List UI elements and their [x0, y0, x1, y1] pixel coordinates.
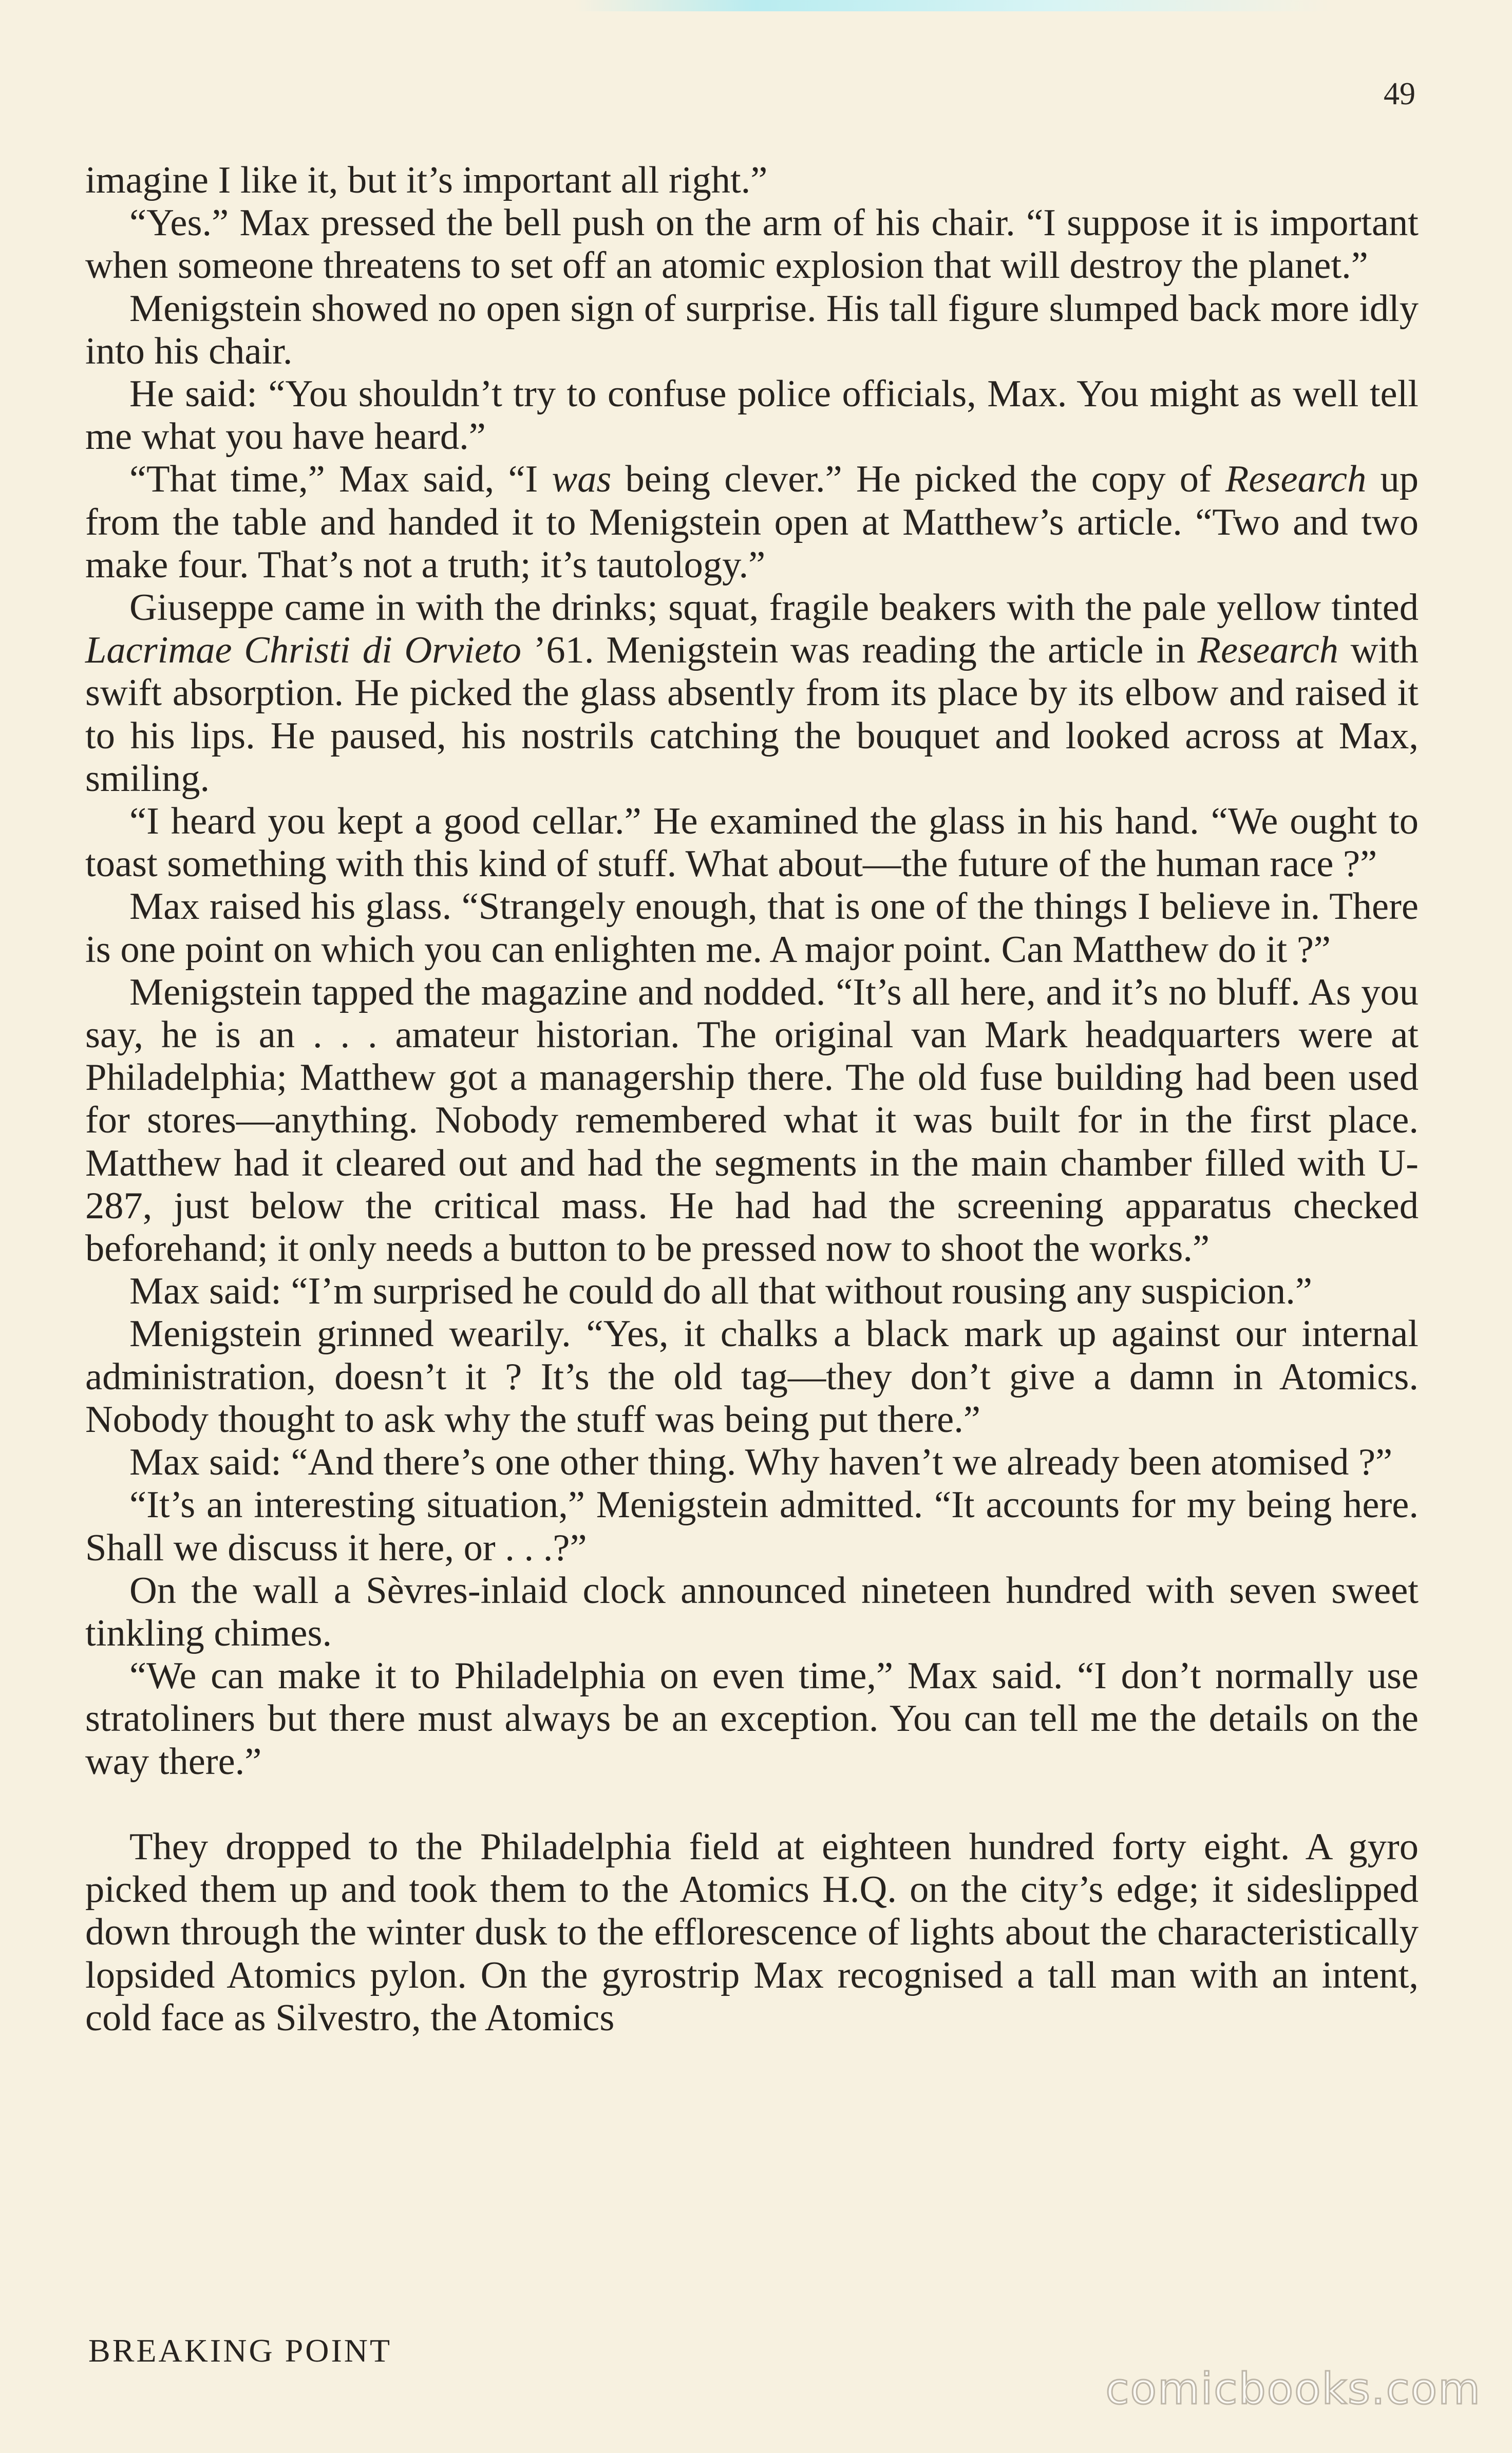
paragraph: Menigstein tapped the magazine and nodded. “It’s all here, and it’s no bluff. As you say, he is an . . . amateur historian. The original van Mark headquarters were at Philadelphia; Matthew got a managership there. The old fuse building had been used for stores—anything. Nobody remembered what it was built for in the first place. Matthew had it cleared out and had the segments in the main chamber filled with U-287, just below the critical mass. He had had the screening apparatus checked beforehand; it only needs a button to be pressed now to shoot the works.”: [85, 971, 1419, 1270]
body-text: [85, 159, 1419, 2040]
scan-edge-stripe: [0, 0, 1512, 11]
paragraph-text: “That time,” Max said, “I: [129, 458, 552, 501]
paragraph: Max raised his glass. “Strangely enough, that is one of the things I believe in. There is one point on which you can enlighten me. A major point. Can Matthew do it ?”: [85, 885, 1419, 971]
running-title: BREAKING POINT: [88, 2332, 392, 2369]
paragraph: Menigstein showed no open sign of surprise. His tall figure slumped back more idly into his chair.: [85, 287, 1419, 372]
emphasis-text: was: [552, 458, 612, 501]
paragraph: Max said: “And there’s one other thing. Why haven’t we already been atomised ?”: [129, 1441, 1393, 1484]
paragraph: “Yes.” Max pressed the bell push on the arm of his chair. “I suppose it is important when someone threatens to set off an atomic explosion that will destroy the planet.”: [85, 202, 1419, 287]
magazine-title: Research: [1225, 458, 1367, 501]
paragraph-text: Giuseppe came in with the drinks; squat, fragile beakers with the pale yellow tinted: [129, 587, 1419, 629]
paragraph: “I heard you kept a good cellar.” He examined the glass in his hand. “We ought to toast something with this kind of stuff. What about—the future of the human race ?”: [85, 800, 1419, 885]
paragraph: Menigstein grinned wearily. “Yes, it chalks a black mark up against our internal administration, doesn’t it ? It’s the old tag—they don’t give a damn in Atomics. Nobody thought to ask why the stuff was being put there.”: [85, 1313, 1419, 1441]
paragraph: Max said: “I’m surprised he could do all that without rousing any suspicion.”: [129, 1270, 1312, 1313]
paragraph: imagine I like it, but it’s important all right.”: [85, 159, 768, 201]
paragraph: They dropped to the Philadelphia field at eighteen hundred forty eight. A gyro picked them up and took them to the Atomics H.Q. on the city’s edge; it sideslipped down through the winter dusk to the efflorescence of lights about the characteristically lopsided Atomics pylon. On the gyrostrip Max recognised a tall man with an intent, cold face as Silvestro, the Atomics: [85, 1825, 1419, 2039]
paragraph: He said: “You shouldn’t try to confuse police officials, Max. You might as well tell me what you have heard.”: [85, 373, 1419, 458]
paragraph-text: with swift absorption. He picked the glass absently from its place by its elbow and raised it to his lips. He paused, his nostrils catching the bouquet and looked across at Max, smiling.: [85, 629, 1419, 800]
paragraph: [85, 587, 1419, 800]
watermark: comicbooks.com: [1105, 2364, 1481, 2414]
paragraph-text: up from the table and handed it to Menigstein open at Matthew’s article. “Two and two make four. That’s not a truth; it’s tautology.”: [85, 458, 1419, 586]
paragraph-text: ’61. Menigstein was reading the article in: [521, 629, 1198, 672]
paragraph: “It’s an interesting situation,” Menigstein admitted. “It accounts for my being here. Shall we discuss it here, or . . .?”: [85, 1484, 1419, 1569]
paragraph: [85, 458, 1419, 587]
page-number: 49: [1384, 77, 1415, 111]
wine-name: Lacrimae Christi di Orvieto: [85, 629, 521, 672]
paragraph-text: being clever.” He picked the copy of: [611, 458, 1225, 501]
paragraph: On the wall a Sèvres-inlaid clock announced nineteen hundred with seven sweet tinkling chimes.: [85, 1569, 1419, 1654]
paragraph: “We can make it to Philadelphia on even time,” Max said. “I don’t normally use stratoliners but there must always be an exception. You can tell me the details on the way there.”: [85, 1655, 1419, 1783]
magazine-title: Research: [1197, 629, 1338, 672]
